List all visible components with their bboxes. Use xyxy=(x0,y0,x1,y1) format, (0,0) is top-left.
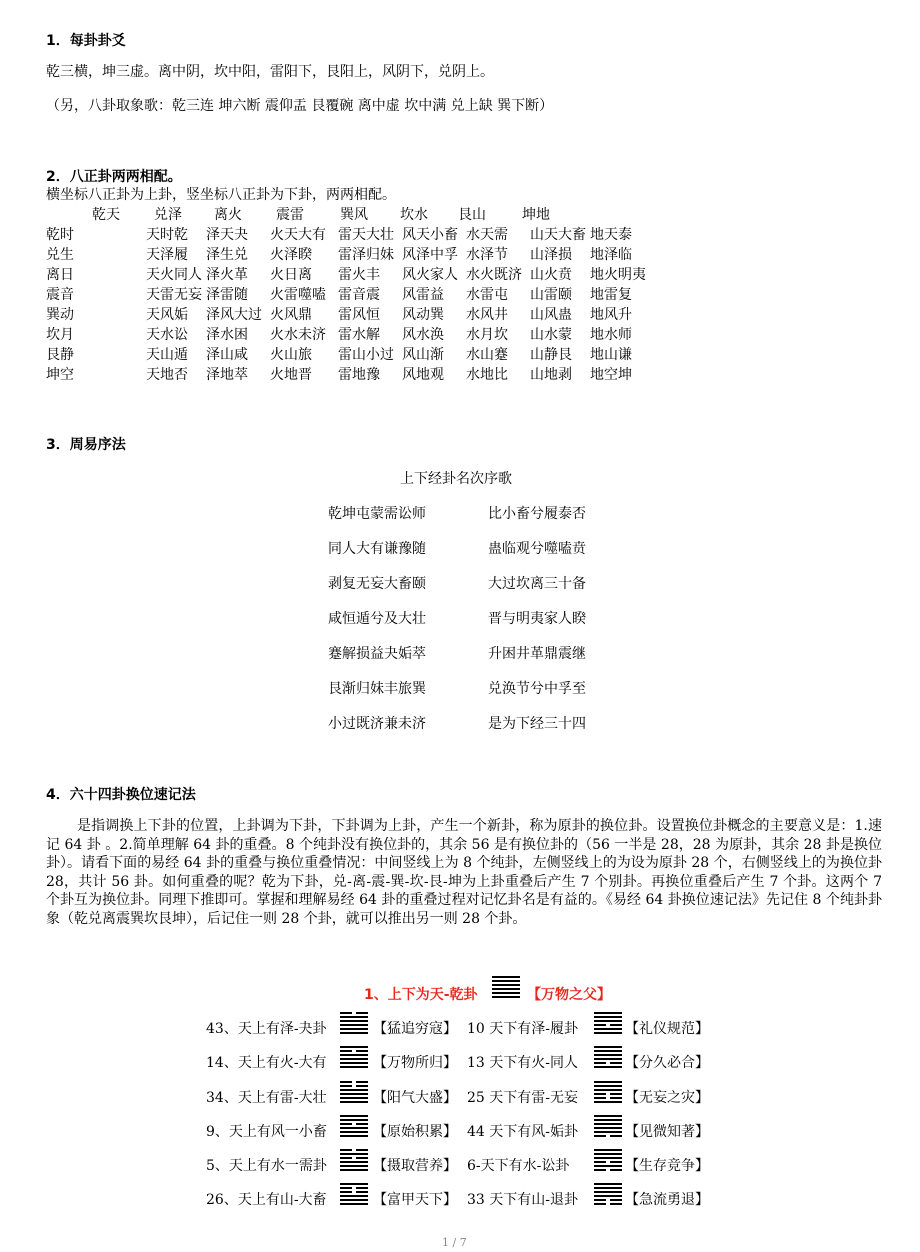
table-cell: 火山旅 xyxy=(270,347,312,363)
swapped-hexagram-note: 【无妄之灾】 xyxy=(625,1090,709,1106)
section4-heading: 4．六十四卦换位速记法 xyxy=(46,787,196,803)
table-cell: 风天小畜 xyxy=(402,227,458,243)
table-cell: 火风鼎 xyxy=(270,307,312,323)
hexagram-icon xyxy=(594,1149,622,1171)
table-cell: 风水涣 xyxy=(402,327,444,343)
swapped-hexagram-note: 【生存竞争】 xyxy=(625,1158,709,1174)
qian-hexagram-icon xyxy=(492,976,520,998)
song-line-left: 剥复无妄大畜颐 xyxy=(328,576,426,592)
section1-heading: 1．每卦卦爻 xyxy=(46,33,126,49)
section4-paragraph: 是指调换上下卦的位置，上卦调为下卦，下卦调为上卦，产生一个新卦，称为原卦的换位卦。设置换位卦概念的主要意义是：1.速记 64 卦 。2.简单理解 64 卦的重叠。8 个纯卦没有换位卦的，其余 56 是有换位卦的（56 一半是 28，28 为原卦，其余 28 卦是换位卦）。请看下面的易经 64 卦的重叠与换位重叠情况：中间竖线上为 8 个纯卦，左侧竖线上的为设为原卦 28 个，右侧竖线上的为换位卦 28，共计 56 卦。如何重叠的呢？乾为下卦，兑-离-震-巽-坎-艮-坤为上卦重叠后产生 7 个别卦。再换位重叠后产生 7 个卦。这两个 7 个卦互为换位卦。同理下推即可。掌握和理解易经 64 卦的重叠过程对记忆卦名是有益的。《易经 64 卦换位速记法》先记住 8 个纯卦卦象（乾兑离震巽坎艮坤），后记住一则 28 个卦，就可以推出另一则 28 个卦。 xyxy=(46,818,882,927)
table-cell: 风火家人 xyxy=(402,267,458,283)
original-hexagram-label: 14、天上有火-大有 xyxy=(206,1055,327,1071)
col-header: 乾天 xyxy=(92,207,120,223)
row-label: 乾时 xyxy=(46,227,74,243)
pure-hexagram-title: 1、上下为天-乾卦 xyxy=(364,987,478,1003)
table-cell: 风雷益 xyxy=(402,287,444,303)
col-header: 坎水 xyxy=(400,207,428,223)
table-cell: 火地晋 xyxy=(270,367,312,383)
song-line-right: 兑涣节兮中孚至 xyxy=(488,681,586,697)
table-cell: 天泽履 xyxy=(146,247,188,263)
table-cell: 雷天大壮 xyxy=(338,227,394,243)
table-cell: 水雷屯 xyxy=(466,287,508,303)
song-line-left: 同人大有谦豫随 xyxy=(328,541,426,557)
original-hexagram-note: 【万物所归】 xyxy=(373,1055,457,1071)
table-cell: 山泽损 xyxy=(530,247,572,263)
table-cell: 天火同人 xyxy=(146,267,202,283)
table-row xyxy=(46,225,876,245)
section2-heading: 2．八正卦两两相配。 xyxy=(46,169,182,185)
song-line-right: 比小畜兮履泰否 xyxy=(488,506,586,522)
song-line-left: 蹇解损益夬姤萃 xyxy=(328,646,426,662)
table-cell: 山火贲 xyxy=(530,267,572,283)
swapped-hexagram-label: 6-天下有水-讼卦 xyxy=(467,1158,570,1174)
row-label: 震音 xyxy=(46,287,74,303)
hexagram-icon xyxy=(594,1115,622,1137)
table-cell: 地风升 xyxy=(590,307,632,323)
table-cell: 地山谦 xyxy=(590,347,632,363)
table-cell: 风泽中孚 xyxy=(402,247,458,263)
table-row xyxy=(46,245,876,265)
table-cell: 火天大有 xyxy=(270,227,326,243)
table-cell: 水山蹇 xyxy=(466,347,508,363)
table-cell: 山静艮 xyxy=(530,347,572,363)
section2-intro: 横坐标八正卦为上卦，竖坐标八正卦为下卦，两两相配。 xyxy=(46,187,396,203)
section1-line2: （另，八卦取象歌：乾三连 坤六断 震仰盂 艮覆碗 离中虚 坎中满 兑上缺 巽下断） xyxy=(46,98,554,114)
swapped-hexagram-note: 【见微知著】 xyxy=(625,1124,709,1140)
col-header: 离火 xyxy=(214,207,242,223)
hexagram-icon xyxy=(340,1046,368,1068)
pure-hexagram-note: 【万物之父】 xyxy=(527,987,611,1003)
table-row xyxy=(46,325,876,345)
table-cell: 泽天夬 xyxy=(206,227,248,243)
table-cell: 泽地萃 xyxy=(206,367,248,383)
table-row xyxy=(46,305,876,325)
table-row xyxy=(46,365,876,385)
table-row xyxy=(46,285,876,305)
hexagram-icon xyxy=(594,1046,622,1068)
col-header: 巽风 xyxy=(340,207,368,223)
song-title: 上下经卦名次序歌 xyxy=(400,471,512,487)
table-cell: 天雷无妄 xyxy=(146,287,202,303)
song-line-right: 晋与明夷家人睽 xyxy=(488,611,586,627)
original-hexagram-note: 【摄取营养】 xyxy=(373,1158,457,1174)
col-header: 坤地 xyxy=(522,207,550,223)
hexagram-icon xyxy=(594,1081,622,1103)
hexagram-icon xyxy=(594,1012,622,1034)
table-cell: 火雷噬嗑 xyxy=(270,287,326,303)
col-header: 艮山 xyxy=(458,207,486,223)
song-line-left: 小过既济兼未济 xyxy=(328,716,426,732)
original-hexagram-label: 9、天上有风一小畜 xyxy=(206,1124,327,1140)
table-cell: 山水蒙 xyxy=(530,327,572,343)
table-cell: 地火明夷 xyxy=(590,267,646,283)
table-cell: 地空坤 xyxy=(590,367,632,383)
row-label: 艮静 xyxy=(46,347,74,363)
row-label: 坤空 xyxy=(46,367,74,383)
table-cell: 火日离 xyxy=(270,267,312,283)
swapped-hexagram-label: 10 天下有泽-履卦 xyxy=(467,1021,578,1037)
swapped-hexagram-note: 【分久必合】 xyxy=(625,1055,709,1071)
table-cell: 水地比 xyxy=(466,367,508,383)
row-label: 坎月 xyxy=(46,327,74,343)
song-line-right: 是为下经三十四 xyxy=(488,716,586,732)
table-cell: 天水讼 xyxy=(146,327,188,343)
section1-line1: 乾三横，坤三虚。离中阴，坎中阳，雷阳下，艮阳上，风阴下，兑阴上。 xyxy=(46,64,494,80)
original-hexagram-note: 【阳气大盛】 xyxy=(373,1090,457,1106)
table-cell: 地水师 xyxy=(590,327,632,343)
original-hexagram-note: 【猛追穷寇】 xyxy=(373,1021,457,1037)
table-cell: 风山渐 xyxy=(402,347,444,363)
table-cell: 火水未济 xyxy=(270,327,326,343)
hexagram-icon xyxy=(340,1081,368,1103)
swapped-hexagram-note: 【礼仪规范】 xyxy=(625,1021,709,1037)
song-line-left: 咸恒遁兮及大壮 xyxy=(328,611,426,627)
table-cell: 水天需 xyxy=(466,227,508,243)
table-cell: 天风姤 xyxy=(146,307,188,323)
swapped-hexagram-label: 13 天下有火-同人 xyxy=(467,1055,578,1071)
table-cell: 山风蛊 xyxy=(530,307,572,323)
table-cell: 泽风大过 xyxy=(206,307,262,323)
original-hexagram-label: 26、天上有山-大畜 xyxy=(206,1192,327,1208)
table-cell: 泽雷随 xyxy=(206,287,248,303)
swapped-hexagram-label: 33 天下有山-退卦 xyxy=(467,1192,578,1208)
col-header: 兑泽 xyxy=(154,207,182,223)
table-cell: 泽生兑 xyxy=(206,247,248,263)
table-row xyxy=(46,265,876,285)
table-cell: 山地剥 xyxy=(530,367,572,383)
table-cell: 雷地豫 xyxy=(338,367,380,383)
hexagram-icon xyxy=(340,1012,368,1034)
table-cell: 水月坎 xyxy=(466,327,508,343)
song-line-right: 升困井革鼎震继 xyxy=(488,646,586,662)
table-cell: 泽水困 xyxy=(206,327,248,343)
original-hexagram-label: 34、天上有雷-大壮 xyxy=(206,1090,327,1106)
table-cell: 泽山咸 xyxy=(206,347,248,363)
song-line-left: 艮渐归妹丰旅巽 xyxy=(328,681,426,697)
table-cell: 泽火革 xyxy=(206,267,248,283)
table-cell: 山天大畜 xyxy=(530,227,586,243)
table-cell: 风地观 xyxy=(402,367,444,383)
table-cell: 雷山小过 xyxy=(338,347,394,363)
table-cell: 雷火丰 xyxy=(338,267,380,283)
row-label: 巽动 xyxy=(46,307,74,323)
table-cell: 地泽临 xyxy=(590,247,632,263)
original-hexagram-label: 43、天上有泽-夬卦 xyxy=(206,1021,327,1037)
table-cell: 雷泽归妹 xyxy=(338,247,394,263)
table-cell: 天时乾 xyxy=(146,227,188,243)
table-cell: 水泽节 xyxy=(466,247,508,263)
hexagram-icon xyxy=(340,1115,368,1137)
swapped-hexagram-label: 25 天下有雷-无妄 xyxy=(467,1090,578,1106)
table-cell: 风动巽 xyxy=(402,307,444,323)
song-line-right: 蛊临观兮噬嗑贲 xyxy=(488,541,586,557)
table-cell: 天地否 xyxy=(146,367,188,383)
page-number: 1 / 7 xyxy=(442,1236,467,1249)
table-cell: 雷水解 xyxy=(338,327,380,343)
table-row xyxy=(46,345,876,365)
swapped-hexagram-note: 【急流勇退】 xyxy=(625,1192,709,1208)
song-line-left: 乾坤屯蒙需讼师 xyxy=(328,506,426,522)
table-header-row xyxy=(46,205,876,225)
original-hexagram-label: 5、天上有水一需卦 xyxy=(206,1158,327,1174)
song-line-right: 大过坎离三十备 xyxy=(488,576,586,592)
hexagram-icon xyxy=(340,1183,368,1205)
table-cell: 地雷复 xyxy=(590,287,632,303)
hexagram-icon xyxy=(594,1183,622,1205)
col-header: 震雷 xyxy=(276,207,304,223)
swapped-hexagram-label: 44 天下有风-姤卦 xyxy=(467,1124,578,1140)
original-hexagram-note: 【富甲天下】 xyxy=(373,1192,457,1208)
table-cell: 天山遁 xyxy=(146,347,188,363)
table-cell: 地天泰 xyxy=(590,227,632,243)
section3-heading: 3．周易序法 xyxy=(46,437,126,453)
original-hexagram-note: 【原始积累】 xyxy=(373,1124,457,1140)
table-cell: 水火既济 xyxy=(466,267,522,283)
hexagram-icon xyxy=(340,1149,368,1171)
table-cell: 火泽睽 xyxy=(270,247,312,263)
table-cell: 雷风恒 xyxy=(338,307,380,323)
row-label: 离日 xyxy=(46,267,74,283)
row-label: 兑生 xyxy=(46,247,74,263)
table-cell: 雷音震 xyxy=(338,287,380,303)
table-cell: 山雷颐 xyxy=(530,287,572,303)
table-cell: 水风井 xyxy=(466,307,508,323)
